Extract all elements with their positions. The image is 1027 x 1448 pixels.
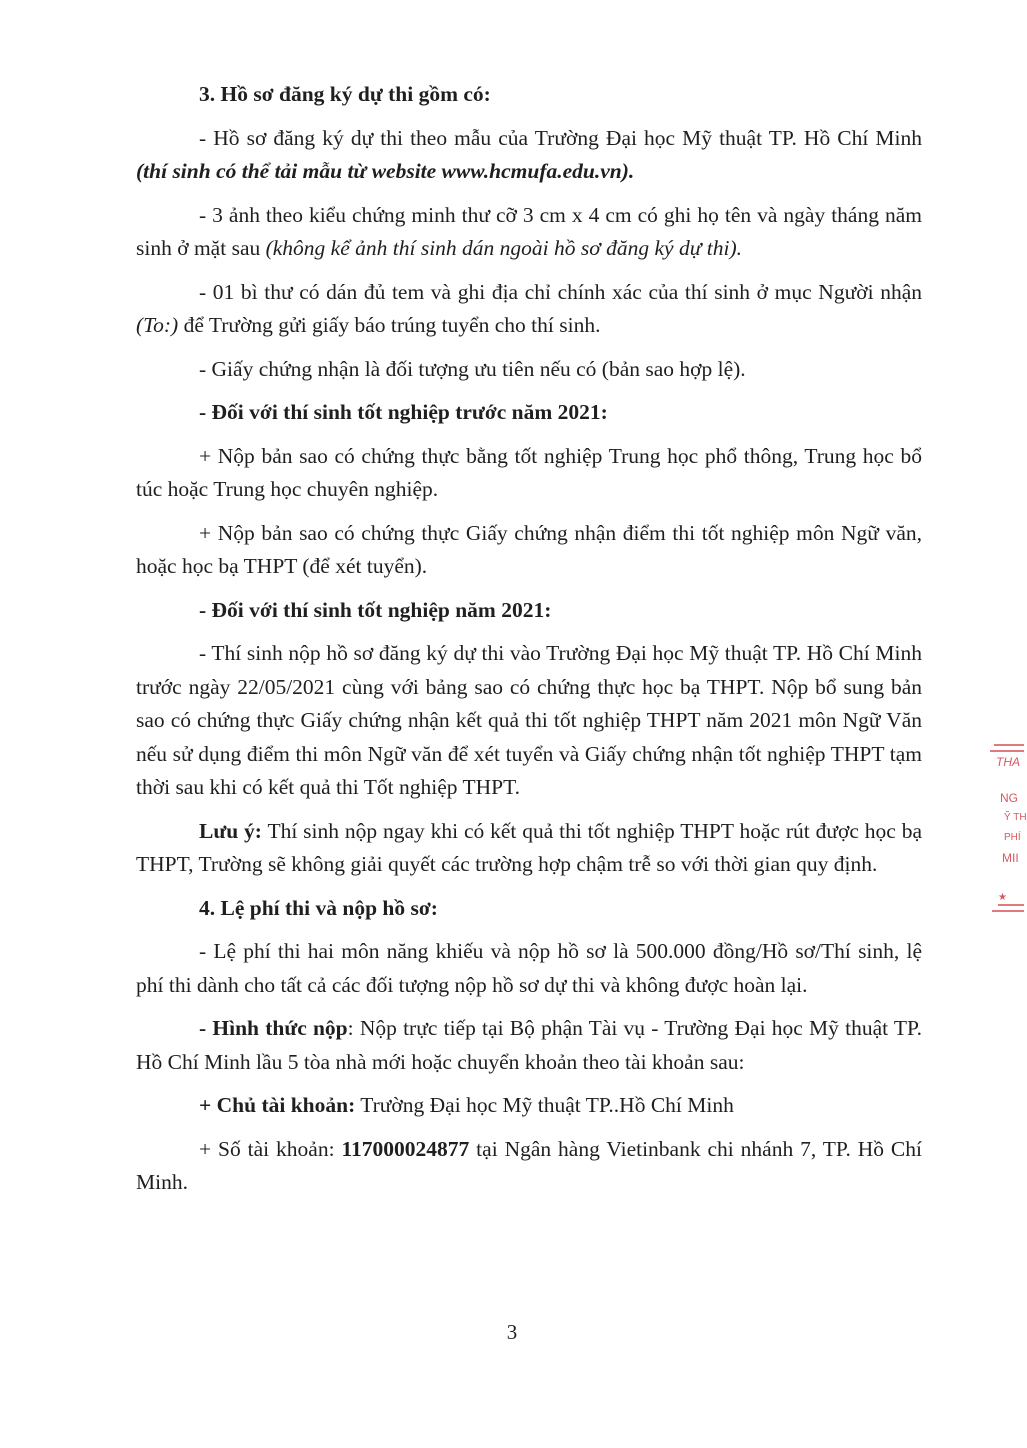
section-4-heading: 4. Lệ phí thi và nộp hồ sơ: [199,895,438,920]
item-2-note: (không kể ảnh thí sinh dán ngoài hồ sơ đăng ký dự thi). [265,236,743,260]
item-3-note: (To:) [136,313,179,337]
owner-text: Trường Đại học Mỹ thuật TP..Hồ Chí Minh [355,1093,734,1117]
item-2-text: - 3 ảnh theo kiểu chứng minh thư cỡ 3 cm x 4 cm có ghi họ tên và ngày tháng năm sinh ở mặt sau [136,202,922,260]
stamp-text: THA [996,755,1020,769]
section-3-heading: 3. Hồ sơ đăng ký dự thi gồm có: [199,82,491,106]
in-2021-heading: - Đối với thí sinh tốt nghiệp năm 2021: [199,597,552,622]
note-text: Thí sinh nộp ngay khi có kết quả thi tốt nghiệp THPT hoặc rút được học bạ THPT, Trường sẽ không giải quyết các trường hợp chậm trễ so với thời gian quy định. [136,818,922,876]
section-3-item-2 [136,199,922,266]
stamp-line [994,744,1024,746]
account-suffix: tại Ngân hàng Vietinbank chi nhánh 7, TP. Hồ Chí Minh. [136,1136,922,1194]
stamp-text: MII [1002,851,1019,865]
stamp-text: PHÍ [1004,832,1021,843]
item-3-text-b: để Trường gửi giấy báo trúng tuyển cho thí sinh. [178,313,601,337]
page-number: 3 [506,1320,518,1344]
before-2021-item-1: + Nộp bản sao có chứng thực bằng tốt nghiệp Trung học phổ thông, Trung học bổ túc hoặc Trung học chuyên nghiệp. [136,443,922,501]
stamp-line [992,910,1024,912]
stamp-line [998,904,1024,906]
section-3-item-4: - Giấy chứng nhận là đối tượng ưu tiên nếu có (bản sao hợp lệ). [199,356,746,381]
method-text: : Nộp trực tiếp tại Bộ phận Tài vụ - Trường Đại học Mỹ thuật TP. Hồ Chí Minh lầu 5 tòa nhà mới hoặc chuyển khoản theo tài khoản sau: [136,1016,922,1074]
red-seal-stamp [980,738,1027,928]
in-2021-item-1: - Thí sinh nộp hồ sơ đăng ký dự thi vào Trường Đại học Mỹ thuật TP. Hồ Chí Minh trước ngày 22/05/2021 cùng với bảng sao có chứng thực học bạ THPT. Nộp bổ sung bản sao có chứng thực Giấy chứng nhận kết quả thi tốt nghiệp THPT năm 2021 môn Ngữ Văn nếu sử dụng điểm thi môn Ngữ văn để xét tuyển và Giấy chứng nhận tốt nghiệp THPT tạm thời sau khi có kết quả thi Tốt nghiệp THPT. [136,641,922,799]
account-number-line [136,1133,922,1200]
owner-label: + Chủ tài khoản: [199,1093,356,1117]
before-2021-item-2: + Nộp bản sao có chứng thực Giấy chứng nhận điểm thi tốt nghiệp môn Ngữ văn, hoặc học bạ THPT (để xét tuyển). [136,520,922,578]
before-2021-heading: - Đối với thí sinh tốt nghiệp trước năm 2021: [199,400,608,424]
item-1-text: - Hồ sơ đăng ký dự thi theo mẫu của Trường Đại học Mỹ thuật TP. Hồ Chí Minh [199,125,922,150]
account-number: 117000024877 [341,1136,470,1161]
note-label: Lưu ý: [199,818,262,843]
method-label: - Hình thức nộp [199,1016,348,1040]
stamp-text: NG [1000,791,1018,805]
document-page [136,78,922,1210]
section-3-item-3 [136,276,922,343]
fee-paragraph: - Lệ phí thi hai môn năng khiếu và nộp hồ sơ là 500.000 đồng/Hồ sơ/Thí sinh, lệ phí thi dành cho tất cả các đối tượng nộp hồ sơ dự thi và không được hoàn lại. [136,939,922,997]
item-1-note: (thí sinh có thể tải mẫu từ website www.hcmufa.edu.vn). [136,159,635,183]
item-3-text-a: - 01 bì thư có dán đủ tem và ghi địa chỉ chính xác của thí sinh ở mục Người nhận [199,279,922,304]
payment-method [136,1012,922,1079]
stamp-text: Ỹ TH [1004,812,1027,823]
account-owner [136,1089,922,1123]
account-prefix: + Số tài khoản: [199,1136,342,1161]
section-3-item-1 [136,122,922,189]
stamp-star-icon: ★ [998,892,1007,903]
note-paragraph [136,815,922,882]
